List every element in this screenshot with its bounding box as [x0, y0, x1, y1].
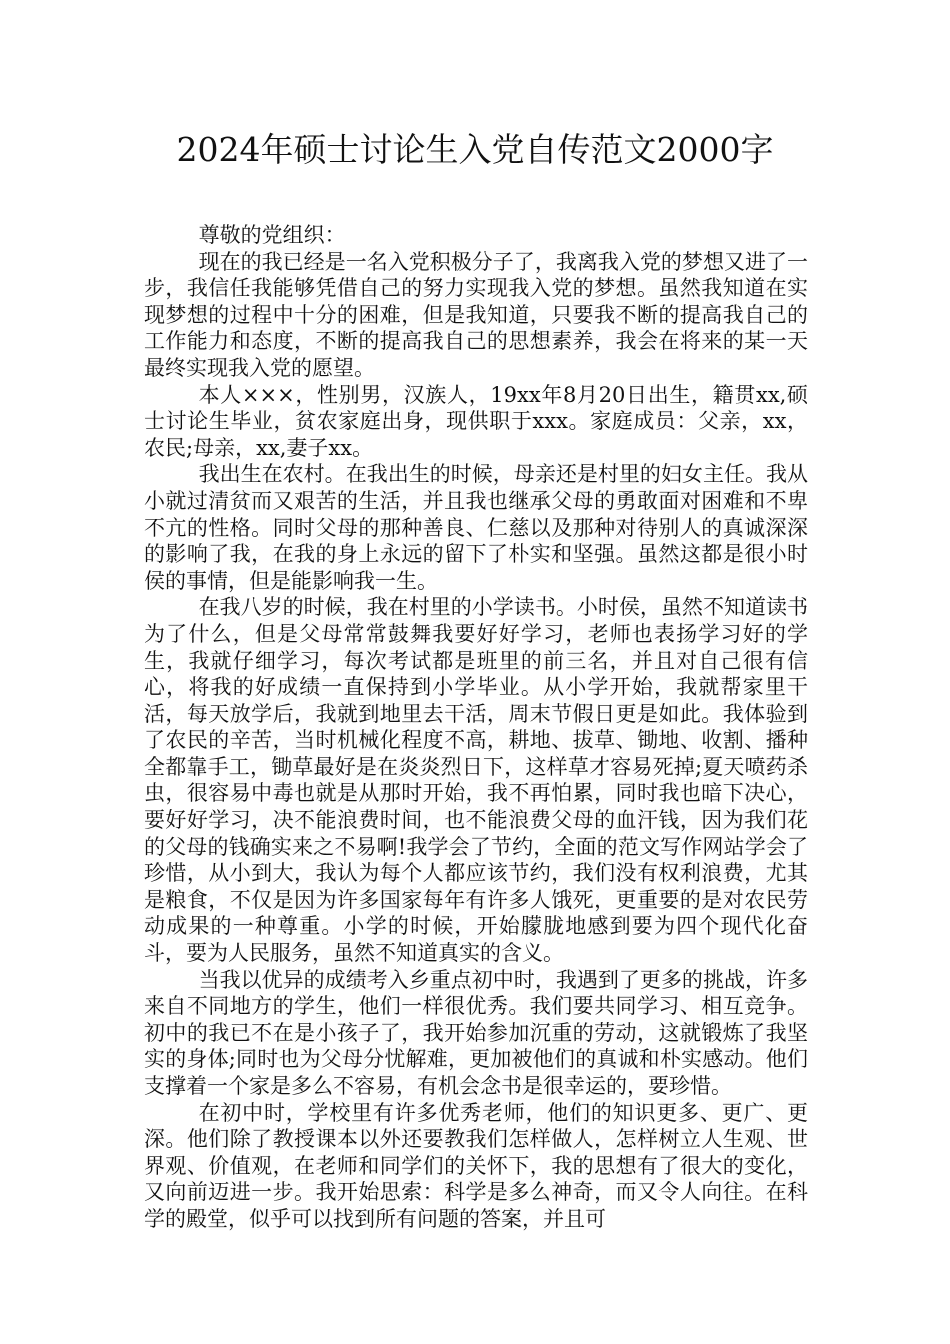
- salutation: 尊敬的党组织：: [198, 223, 346, 247]
- document-title: 2024年硕士讨论生入党自传范文2000字: [176, 130, 774, 169]
- paragraph-teachers: 在初中时，学校里有许多优秀老师，他们的知识更多、更广、更深。他们除了教授课本以外还要教我们怎样做人，怎样树立人生观、世界观、价值观，在老师和同学们的关怀下，我的思想有了很大的变化，又向前迈进一步。我开始思索：科学是多么神奇，而又令人向往。在科学的殿堂，似乎可以找到所有问题的答案，并且可: [144, 1100, 808, 1231]
- paragraph-childhood: 我出生在农村。在我出生的时候，母亲还是村里的妇女主任。我从小就过清贫而又艰苦的生活，并且我也继承父母的勇敢面对困难和不卑不亢的性格。同时父母的那种善良、仁慈以及那种对待别人的真诚深深的影响了我，在我的身上永远的留下了朴实和坚强。虽然这都是很小时侯的事情，但是能影响我一生。: [144, 462, 808, 593]
- paragraph-primary-school: 在我八岁的时候，我在村里的小学读书。小时侯，虽然不知道读书为了什么，但是父母常常鼓舞我要好好学习，老师也表扬学习好的学生，我就仔细学习，每次考试都是班里的前三名，并且对自己很有信心，将我的好成绩一直保持到小学毕业。从小学开始，我就帮家里干活，每天放学后，我就到地里去干活，周末节假日更是如此。我体验到了农民的辛苦，当时机械化程度不高，耕地、拔草、锄地、收割、播种全都靠手工，锄草最好是在炎炎烈日下，这样草才容易死掉;夏天喷药杀虫，很容易中毒也就是从那时开始，我不再怕累，同时我也暗下决心，要好好学习，决不能浪费时间，也不能浪费父母的血汗钱，因为我们花的父母的钱确实来之不易啊!我学会了节约，全面的范文写作网站学会了珍惜，从小到大，我认为每个人都应该节约，我们没有权利浪费，尤其是粮食，不仅是因为许多国家每年有许多人饿死，更重要的是对农民劳动成果的一种尊重。小学的时候，开始朦胧地感到要为四个现代化奋斗，要为人民服务，虽然不知道真实的含义。: [144, 595, 808, 966]
- paragraph-intro: 现在的我已经是一名入党积极分子了，我离我入党的梦想又进了一步，我信任我能够凭借自己的努力实现我入党的梦想。虽然我知道在实现梦想的过程中十分的困难，但是我知道，只要我不断的提高我自己的工作能力和态度，不断的提高我自己的思想素养，我会在将来的某一天最终实现我入党的愿望。: [144, 249, 808, 380]
- paragraph-personal-info: 本人×××，性别男，汉族人，19xx年8月20日出生，籍贯xx,硕士讨论生毕业，贫农家庭出身，现供职于xxx。家庭成员：父亲，xx，农民;母亲，xx,妻子xx。: [144, 382, 808, 460]
- paragraph-middle-school: 当我以优异的成绩考入乡重点初中时，我遇到了更多的挑战，许多来自不同地方的学生，他们一样很优秀。我们要共同学习、相互竞争。初中的我已不在是小孩子了，我开始参加沉重的劳动，这就锻炼了我坚实的身体;同时也为父母分忧解难，更加被他们的真诚和朴实感动。他们支撑着一个家是多么不容易，有机会念书是很幸运的，要珍惜。: [144, 967, 808, 1098]
- document-body: [144, 222, 808, 1233]
